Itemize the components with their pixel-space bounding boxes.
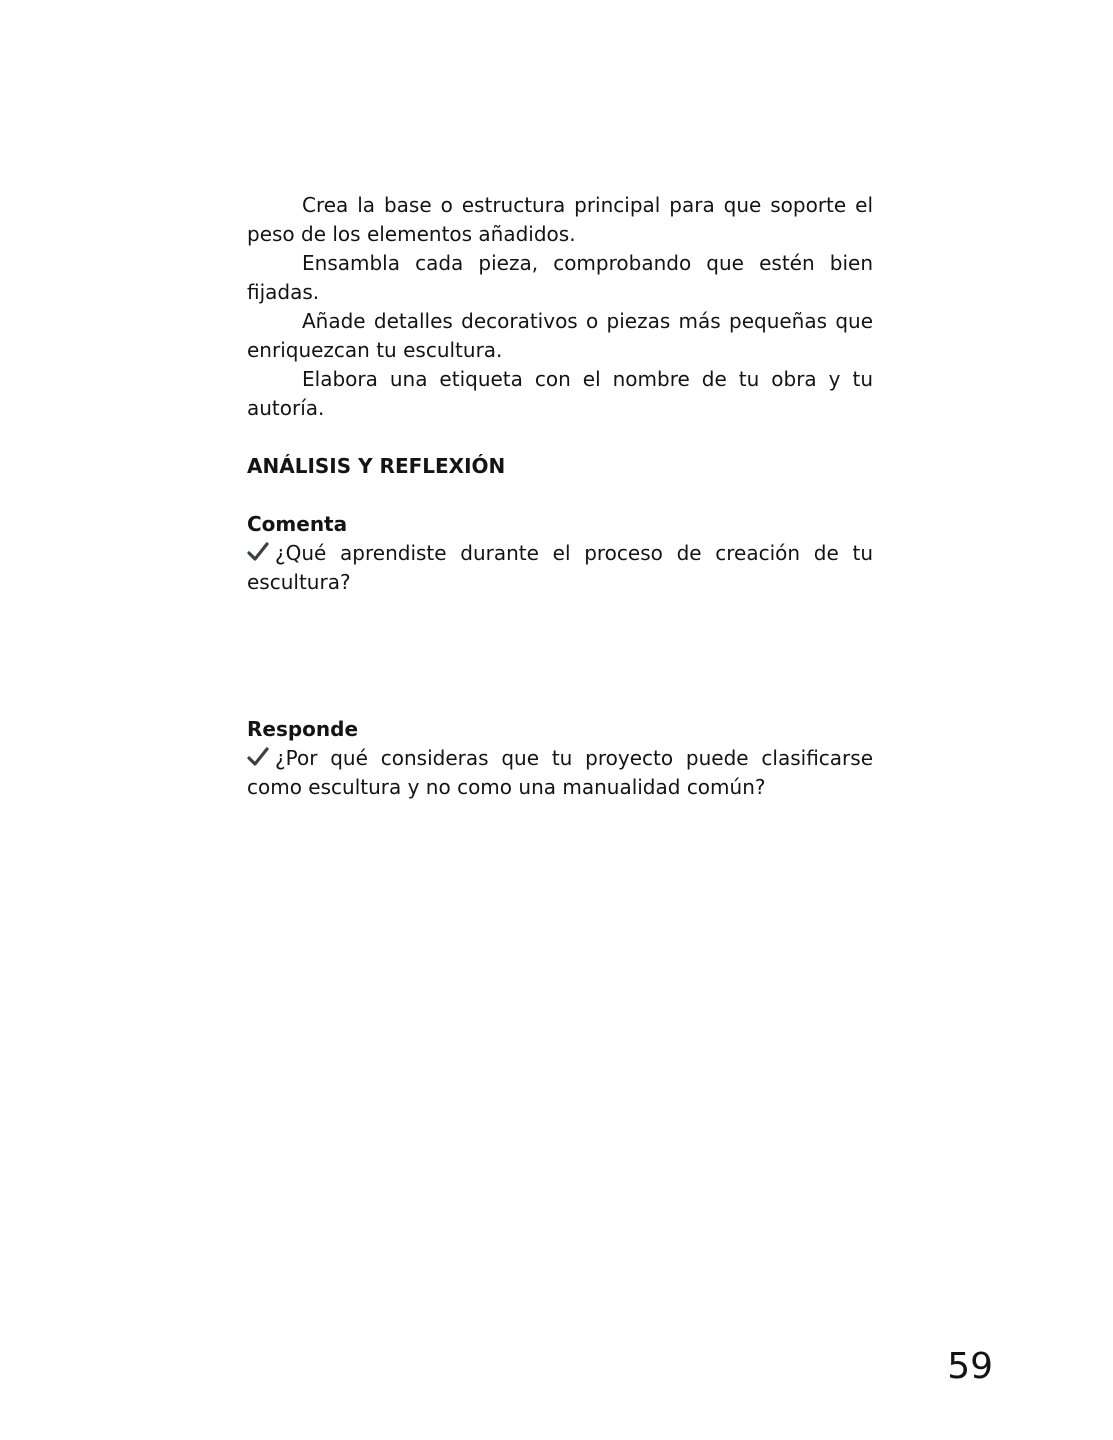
comenta-heading: Comenta xyxy=(247,512,348,536)
responde-question-text: ¿Por qué consideras que tu proyecto puede clasificarse como escultura y no como una manualidad común? xyxy=(247,746,873,799)
comenta-question-text: ¿Qué aprendiste durante el proceso de creación de tu escultura? xyxy=(247,541,873,594)
step-paragraph: Añade detalles decorativos o piezas más pequeñas que enriquezcan tu escultura. xyxy=(247,309,873,362)
step-paragraph: Ensambla cada pieza, comprobando que estén bien fijadas. xyxy=(247,251,873,304)
page-content xyxy=(247,191,873,802)
comenta-question xyxy=(247,539,873,597)
page-number: 59 xyxy=(947,1346,993,1387)
check-icon xyxy=(247,746,269,766)
step-paragraph: Crea la base o estructura principal para que soporte el peso de los elementos añadidos. xyxy=(247,193,873,246)
section-title: ANÁLISIS Y REFLEXIÓN xyxy=(247,454,506,478)
step-paragraph: Elabora una etiqueta con el nombre de tu obra y tu autoría. xyxy=(247,367,873,420)
check-icon xyxy=(247,541,269,561)
responde-heading: Responde xyxy=(247,717,359,741)
responde-question xyxy=(247,744,873,802)
